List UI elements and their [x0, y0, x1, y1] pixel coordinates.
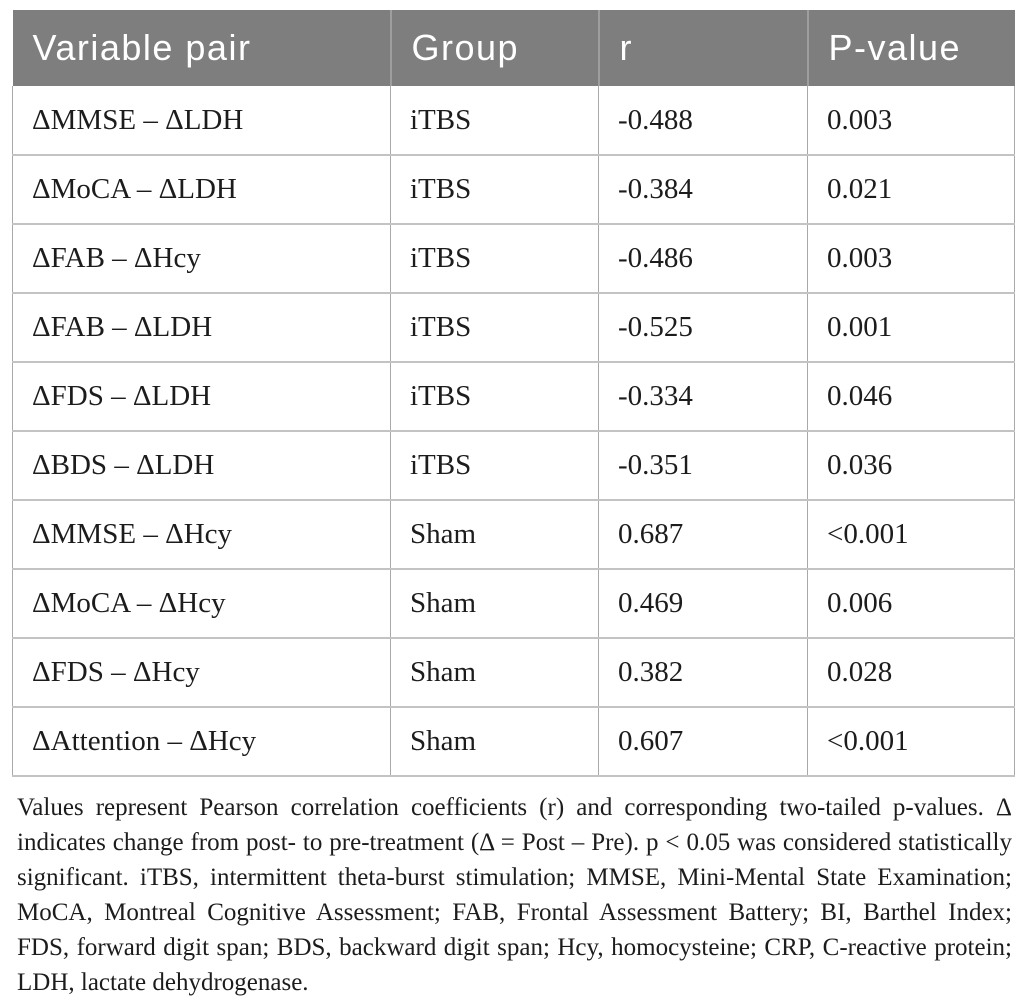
cell-p-value: 0.021 [808, 155, 1015, 224]
cell-p-value: <0.001 [808, 707, 1015, 776]
cell-variable-pair: ΔFDS – ΔLDH [13, 362, 391, 431]
col-header-variable-pair: Variable pair [13, 10, 391, 86]
cell-variable-pair: ΔBDS – ΔLDH [13, 431, 391, 500]
table-body [13, 86, 1015, 776]
cell-p-value: 0.003 [808, 86, 1015, 155]
cell-group: iTBS [391, 362, 599, 431]
table-row [13, 362, 1015, 431]
cell-variable-pair: ΔFDS – ΔHcy [13, 638, 391, 707]
cell-group: Sham [391, 569, 599, 638]
cell-p-value: 0.036 [808, 431, 1015, 500]
cell-variable-pair: ΔFAB – ΔLDH [13, 293, 391, 362]
cell-group: iTBS [391, 224, 599, 293]
cell-r: -0.351 [599, 431, 808, 500]
cell-p-value: <0.001 [808, 500, 1015, 569]
cell-p-value: 0.006 [808, 569, 1015, 638]
table-row [13, 155, 1015, 224]
cell-r: -0.384 [599, 155, 808, 224]
table-row [13, 224, 1015, 293]
cell-r: 0.687 [599, 500, 808, 569]
table-row [13, 638, 1015, 707]
cell-group: Sham [391, 638, 599, 707]
col-header-r: r [599, 10, 808, 86]
cell-group: iTBS [391, 155, 599, 224]
table-row [13, 500, 1015, 569]
cell-r: -0.334 [599, 362, 808, 431]
cell-r: -0.525 [599, 293, 808, 362]
cell-variable-pair: ΔMoCA – ΔLDH [13, 155, 391, 224]
correlation-table [12, 10, 1015, 777]
cell-variable-pair: ΔMoCA – ΔHcy [13, 569, 391, 638]
cell-p-value: 0.028 [808, 638, 1015, 707]
cell-group: Sham [391, 707, 599, 776]
header-row [13, 10, 1015, 86]
cell-variable-pair: ΔMMSE – ΔLDH [13, 86, 391, 155]
cell-r: -0.486 [599, 224, 808, 293]
cell-group: Sham [391, 500, 599, 569]
col-header-p-value: P-value [808, 10, 1015, 86]
cell-group: iTBS [391, 431, 599, 500]
cell-variable-pair: ΔMMSE – ΔHcy [13, 500, 391, 569]
cell-group: iTBS [391, 86, 599, 155]
table-row [13, 293, 1015, 362]
table-row [13, 569, 1015, 638]
col-header-group: Group [391, 10, 599, 86]
cell-p-value: 0.046 [808, 362, 1015, 431]
table-row [13, 86, 1015, 155]
table-row [13, 707, 1015, 776]
cell-variable-pair: ΔFAB – ΔHcy [13, 224, 391, 293]
cell-group: iTBS [391, 293, 599, 362]
cell-variable-pair: ΔAttention – ΔHcy [13, 707, 391, 776]
table-row [13, 431, 1015, 500]
cell-r: 0.382 [599, 638, 808, 707]
cell-r: 0.607 [599, 707, 808, 776]
cell-r: -0.488 [599, 86, 808, 155]
cell-r: 0.469 [599, 569, 808, 638]
cell-p-value: 0.001 [808, 293, 1015, 362]
cell-p-value: 0.003 [808, 224, 1015, 293]
table-footnote: Values represent Pearson correlation coefficients (r) and corresponding two-tailed p-values. Δ indicates change from post- to pre-treatment (Δ = Post – Pre). p < 0.05 was considered statistically significant. iTBS, intermittent theta-burst stimulation; MMSE, Mini-Mental State Examination; MoCA, Montreal Cognitive Assessment; FAB, Frontal Assessment Battery; BI, Barthel Index; FDS, forward digit span; BDS, backward digit span; Hcy, homocysteine; CRP, C-reactive protein; LDH, lactate dehydrogenase. [17, 794, 1012, 996]
